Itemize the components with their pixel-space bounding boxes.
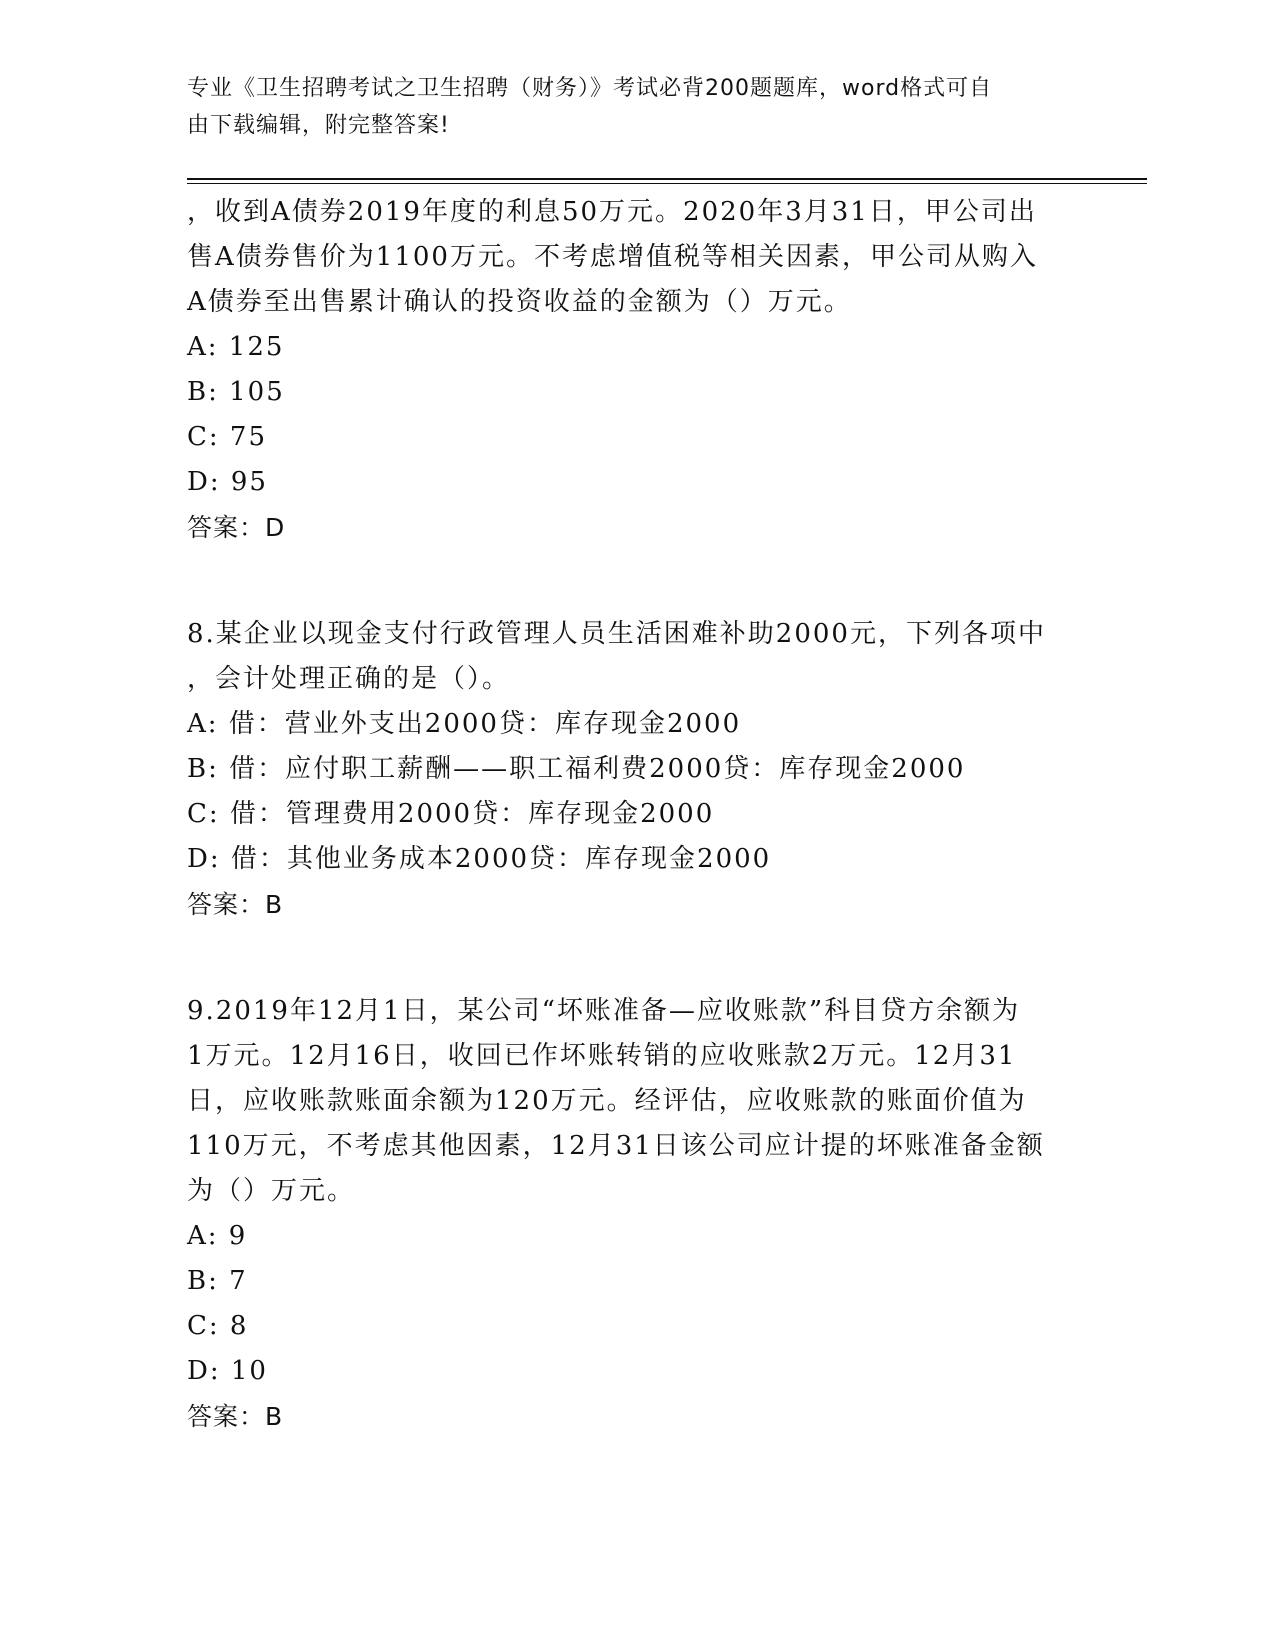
- question-stem-line: ，收到A债券2019年度的利息50万元。2020年3月31日，甲公司出: [187, 197, 1037, 227]
- answer-label: 答案：D: [187, 513, 286, 542]
- question-stem-line: 日，应收账款账面余额为120万元。经评估，应收账款的账面价值为: [187, 1086, 1027, 1116]
- answer-label: 答案：B: [187, 890, 284, 919]
- document-body: [187, 190, 1087, 1439]
- question-spacer: [187, 550, 1087, 612]
- page-header: [187, 70, 1067, 144]
- question-stem-line: 售A债券售价为1100万元。不考虑增值税等相关因素，甲公司从购入: [187, 242, 1038, 272]
- question-stem-line: 为（）万元。: [187, 1176, 356, 1206]
- option-c: C: 借：管理费用2000贷：库存现金2000: [187, 799, 715, 829]
- option-a: A: 借：营业外支出2000贷：库存现金2000: [187, 709, 742, 739]
- option-a: A: 125: [187, 332, 285, 362]
- question-7: [187, 190, 1087, 550]
- question-stem-line: 8.某企业以现金支付行政管理人员生活困难补助2000元，下列各项中: [187, 619, 1046, 649]
- option-d: D: 10: [187, 1356, 268, 1386]
- question-stem-line: ，会计处理正确的是（）。: [187, 664, 511, 694]
- header-divider-thick: [187, 178, 1147, 180]
- question-stem-line: 1万元。12月16日，收回已作坏账转销的应收账款2万元。12月31: [187, 1041, 1017, 1071]
- option-b: B: 105: [187, 377, 285, 407]
- option-b: B: 借：应付职工薪酬——职工福利费2000贷：库存现金2000: [187, 754, 966, 784]
- option-c: C: 8: [187, 1311, 249, 1341]
- answer-label: 答案：B: [187, 1402, 284, 1431]
- question-spacer: [187, 927, 1087, 989]
- question-8: [187, 612, 1087, 927]
- option-b: B: 7: [187, 1266, 248, 1296]
- header-title-line-2: 由下载编辑，附完整答案!: [187, 113, 450, 138]
- question-stem-line: 110万元，不考虑其他因素，12月31日该公司应计提的坏账准备金额: [187, 1131, 1045, 1161]
- option-d: D: 借：其他业务成本2000贷：库存现金2000: [187, 844, 772, 874]
- option-c: C: 75: [187, 422, 268, 452]
- header-divider-thin: [187, 183, 1147, 184]
- option-d: D: 95: [187, 467, 268, 497]
- option-a: A: 9: [187, 1221, 248, 1251]
- question-9: [187, 989, 1087, 1439]
- question-stem-line: A债券至出售累计确认的投资收益的金额为（）万元。: [187, 287, 852, 317]
- header-title-line-1: 专业《卫生招聘考试之卫生招聘（财务）》考试必背200题题库，word格式可自: [187, 76, 993, 101]
- question-stem-line: 9.2019年12月1日，某公司“坏账准备—应收账款”科目贷方余额为: [187, 996, 1021, 1026]
